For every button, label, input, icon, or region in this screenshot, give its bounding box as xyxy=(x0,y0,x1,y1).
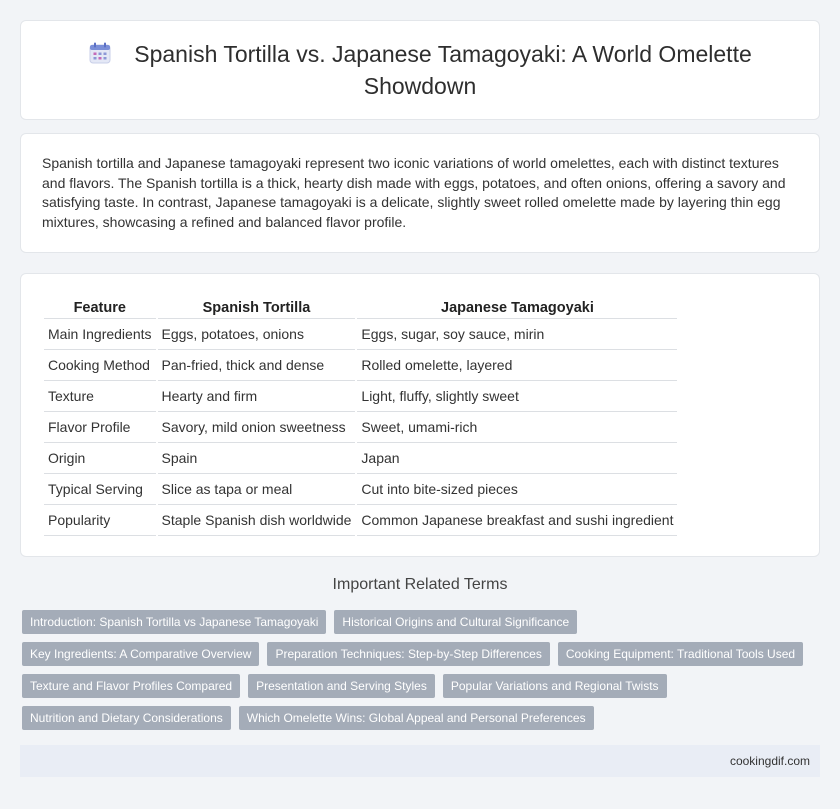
related-terms-tags xyxy=(22,610,822,738)
table-cell: Flavor Profile xyxy=(44,412,156,443)
table-row xyxy=(44,350,677,381)
comparison-table xyxy=(42,294,679,536)
table-row xyxy=(44,505,677,536)
table-cell: Sweet, umami-rich xyxy=(357,412,677,443)
table-cell: Common Japanese breakfast and sushi ingredient xyxy=(357,505,677,536)
table-row xyxy=(44,381,677,412)
table-cell: Spain xyxy=(158,443,356,474)
table-cell: Hearty and firm xyxy=(158,381,356,412)
page-title xyxy=(61,40,779,101)
table-cell: Japan xyxy=(357,443,677,474)
related-term-tag[interactable]: Presentation and Serving Styles xyxy=(248,674,435,698)
tag-row xyxy=(22,674,822,698)
table-cell: Light, fluffy, slightly sweet xyxy=(357,381,677,412)
header-spanish-tortilla: Spanish Tortilla xyxy=(158,294,356,319)
related-term-tag[interactable]: Cooking Equipment: Traditional Tools Used xyxy=(558,642,803,666)
related-term-tag[interactable]: Popular Variations and Regional Twists xyxy=(443,674,667,698)
related-term-tag[interactable]: Which Omelette Wins: Global Appeal and Personal Preferences xyxy=(239,706,594,730)
table-cell: Staple Spanish dish worldwide xyxy=(158,505,356,536)
tag-row xyxy=(22,610,822,634)
related-term-tag[interactable]: Preparation Techniques: Step-by-Step Differences xyxy=(267,642,549,666)
table-cell: Texture xyxy=(44,381,156,412)
table-header-row xyxy=(44,294,677,319)
header-japanese-tamagoyaki: Japanese Tamagoyaki xyxy=(357,294,677,319)
table-cell: Eggs, sugar, soy sauce, mirin xyxy=(357,319,677,350)
calendar-icon xyxy=(88,41,112,72)
table-row xyxy=(44,412,677,443)
table-cell: Main Ingredients xyxy=(44,319,156,350)
related-term-tag[interactable]: Nutrition and Dietary Considerations xyxy=(22,706,231,730)
intro-text: Spanish tortilla and Japanese tamagoyaki represent two iconic variations of world omelettes, each with distinct textures and flavors. The Spanish tortilla is a thick, hearty dish made with eggs, potatoes, and often onions, offering a savory and satisfying taste. In contrast, Japanese tamagoyaki is a delicate, slightly sweet rolled omelette made by layering thin egg mixtures, showcasing a refined and balanced flavor profile. xyxy=(42,155,786,230)
page-title-text: Spanish Tortilla vs. Japanese Tamagoyaki: A World Omelette Showdown xyxy=(134,40,752,99)
table-cell: Slice as tapa or meal xyxy=(158,474,356,505)
table-cell: Savory, mild onion sweetness xyxy=(158,412,356,443)
related-term-tag[interactable]: Key Ingredients: A Comparative Overview xyxy=(22,642,259,666)
table-row xyxy=(44,474,677,505)
table-cell: Popularity xyxy=(44,505,156,536)
related-term-tag[interactable]: Historical Origins and Cultural Significance xyxy=(334,610,577,634)
table-cell: Typical Serving xyxy=(44,474,156,505)
table-row xyxy=(44,443,677,474)
comparison-table-card xyxy=(20,273,820,557)
footer-site-link[interactable]: cookingdif.com xyxy=(729,754,810,768)
table-cell: Rolled omelette, layered xyxy=(357,350,677,381)
table-row xyxy=(44,319,677,350)
table-cell: Eggs, potatoes, onions xyxy=(158,319,356,350)
related-terms-title: Important Related Terms xyxy=(332,576,508,593)
header-card xyxy=(20,20,820,120)
table-cell: Cooking Method xyxy=(44,350,156,381)
tag-row xyxy=(22,642,822,666)
related-term-tag[interactable]: Texture and Flavor Profiles Compared xyxy=(22,674,240,698)
header-feature: Feature xyxy=(44,294,156,319)
footer xyxy=(20,745,820,777)
tag-row xyxy=(22,706,822,730)
related-term-tag[interactable]: Introduction: Spanish Tortilla vs Japanese Tamagoyaki xyxy=(22,610,326,634)
table-cell: Pan-fried, thick and dense xyxy=(158,350,356,381)
table-cell: Origin xyxy=(44,443,156,474)
table-cell: Cut into bite-sized pieces xyxy=(357,474,677,505)
intro-card xyxy=(20,133,820,253)
